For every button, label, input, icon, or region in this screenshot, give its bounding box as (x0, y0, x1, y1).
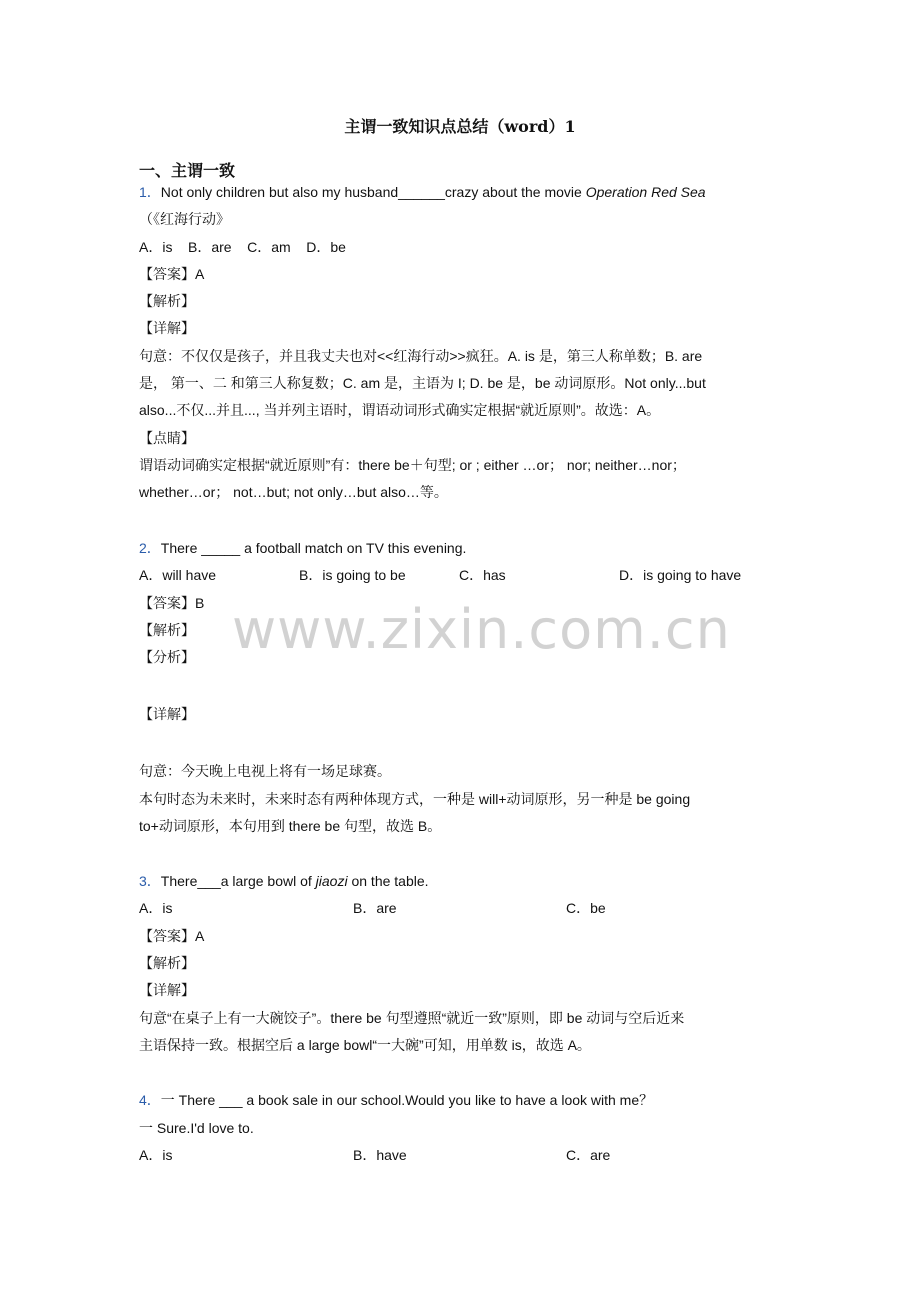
q1-answer: 【答案】A (139, 266, 205, 282)
q3-option-a: A．is (139, 900, 173, 916)
document-title: 主谓一致知识点总结（word）1 (344, 117, 576, 136)
q2-detail-label: 【详解】 (139, 706, 195, 722)
q3-analysis-label: 【解析】 (139, 955, 195, 971)
section-heading: 一、主谓一致 (139, 161, 236, 180)
q2-explanation-1: 句意：今天晚上电视上将有一场足球赛。 (139, 763, 391, 779)
q4-reply: 一 Sure.I'd love to. (139, 1120, 254, 1136)
q3-stem: 3．There___a large bowl of jiaozi on the table. (139, 873, 429, 889)
q1-detail-label: 【详解】 (139, 320, 195, 336)
q1-point-1: 谓语动词确实定根据“就近原则”有：there be＋句型; or ; either …or； nor; neither…nor； (139, 457, 686, 473)
movie-title: Operation Red Sea (585, 184, 706, 200)
q1-analysis-label: 【解析】 (139, 293, 195, 309)
q3-number: 3． (139, 873, 161, 889)
q2-explanation-3: to+动词原形，本句用到 there be 句型，故选 B。 (139, 818, 442, 834)
q2-number: 2． (139, 540, 161, 556)
q2-fenxi-label: 【分析】 (139, 649, 195, 665)
q3-answer: 【答案】A (139, 928, 205, 944)
q2-explanation-2: 本句时态为未来时，未来时态有两种体现方式，一种是 will+动词原形，另一种是 be going (139, 791, 691, 807)
q2-stem: 2．There _____ a football match on TV this evening. (139, 540, 467, 556)
q3-detail-label: 【详解】 (139, 982, 195, 998)
q3-explanation-1: 句意“在桌子上有一大碗饺子”。there be 句型遵照“就近一致”原则，即 be 动词与空后近来 (139, 1010, 685, 1026)
q1-stem-cont: （《红海行动》 (139, 211, 230, 227)
q1-explanation-2: 是， 第一、二 和第三人称复数；C. am 是，主语为 I; D. be 是，be 动词原形。Not only...but (139, 375, 706, 391)
q3-explanation-2: 主语保持一致。根据空后 a large bowl“一大碗”可知，用单数 is，故选 A。 (139, 1037, 591, 1053)
q4-stem: 4．一 There ___ a book sale in our school.Would you like to have a look with me？ (139, 1092, 654, 1108)
q2-option-b: B．is going to be (299, 567, 406, 583)
q1-options: A．is B．are C．am D．be (139, 239, 346, 255)
q2-option-c: C．has (459, 567, 506, 583)
q1-stem: 1．Not only children but also my husband______crazy about the movie Operation Red Sea (139, 184, 706, 200)
q1-explanation-3: also...不仅...并且..., 当并列主语时，谓语动词形式确实定根据“就近原则”。故选：A。 (139, 402, 661, 418)
q2-option-a: A．will have (139, 567, 217, 583)
q1-number: 1． (139, 184, 161, 200)
q2-option-d: D．is going to have (619, 567, 742, 583)
q1-explanation-1: 句意：不仅仅是孩子，并且我丈夫也对<<红海行动>>疯狂。A. is 是，第三人称单数；B. are (139, 348, 703, 364)
q4-number: 4． (139, 1092, 161, 1108)
watermark: www.zixin.com.cn (232, 598, 731, 661)
jiaozi-word: jiaozi (315, 873, 348, 889)
q4-option-b: B．have (353, 1147, 407, 1163)
q4-option-c: C．are (566, 1147, 611, 1163)
q2-analysis-label: 【解析】 (139, 622, 195, 638)
q1-point-label: 【点睛】 (139, 430, 195, 446)
q4-option-a: A．is (139, 1147, 173, 1163)
q3-option-c: C．be (566, 900, 606, 916)
q2-answer: 【答案】B (139, 595, 205, 611)
q3-option-b: B．are (353, 900, 397, 916)
q1-point-2: whether…or； not…but; not only…but also…等。 (139, 484, 448, 500)
